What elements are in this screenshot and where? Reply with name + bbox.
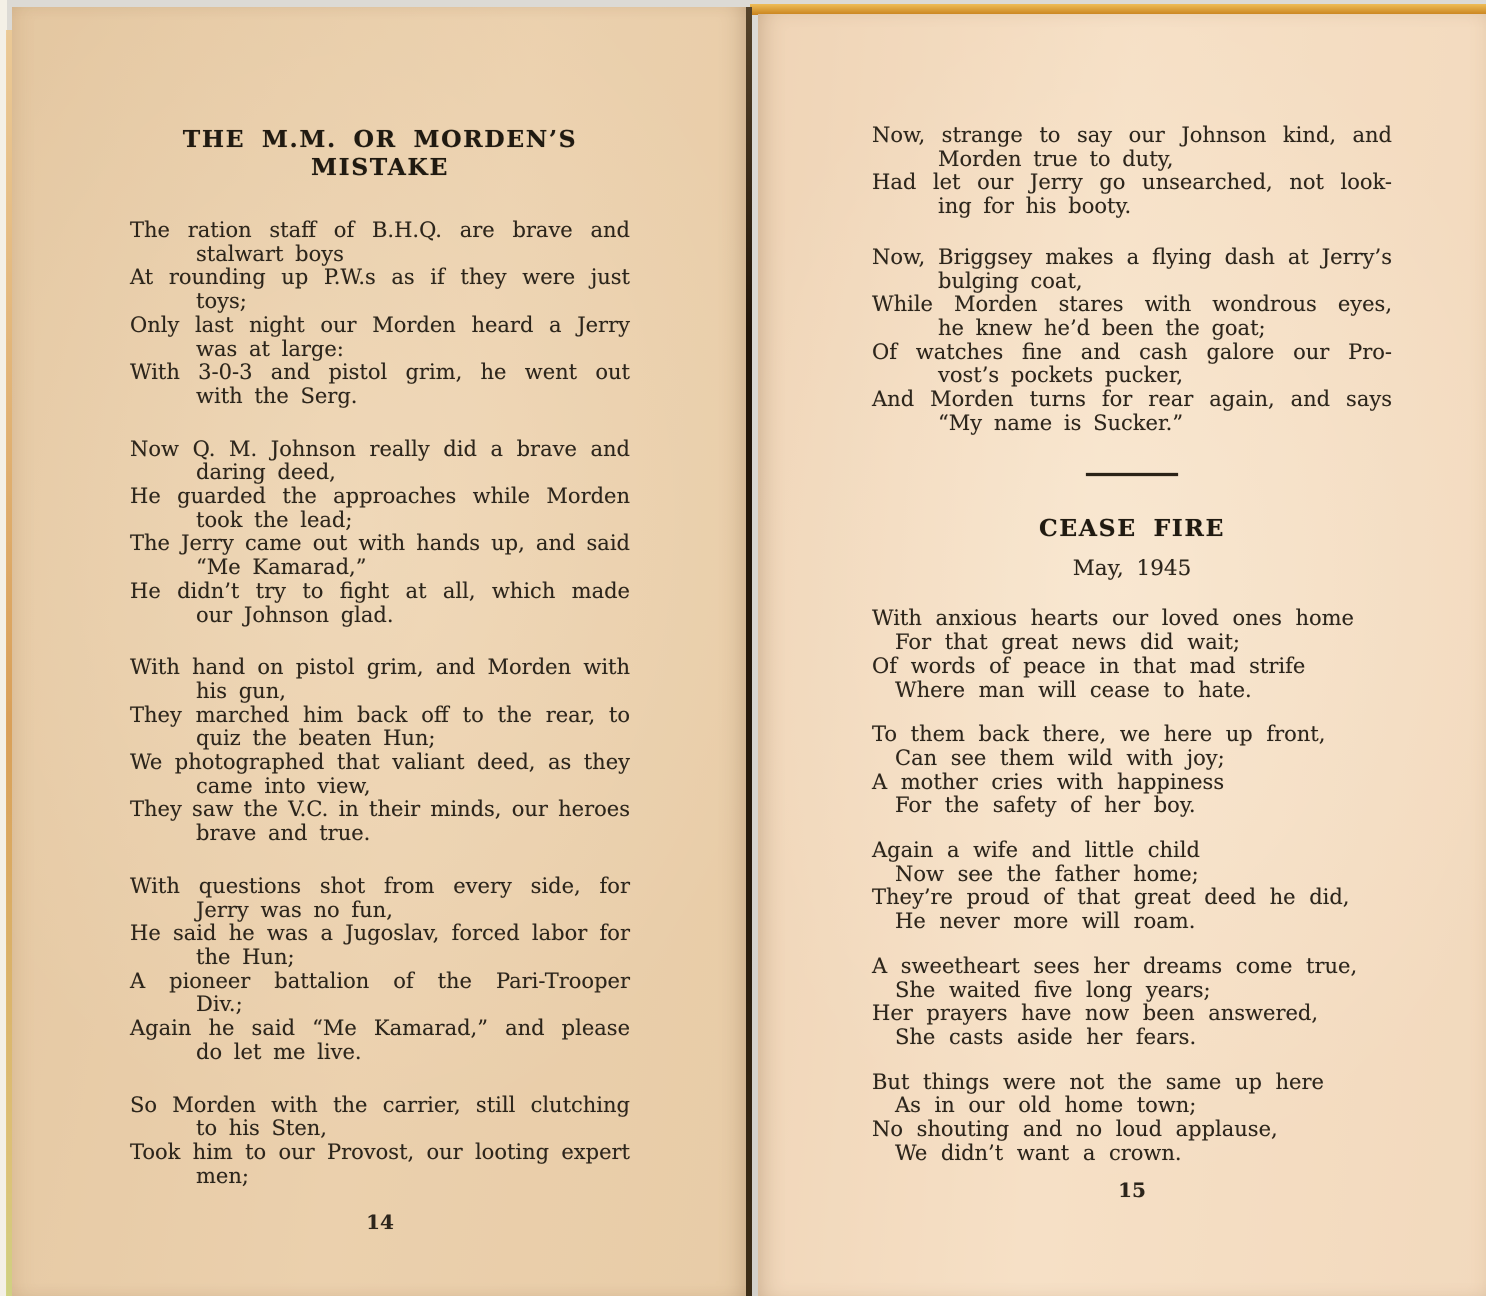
verse-line: was at large:	[196, 336, 344, 361]
verse-line: He didn’t try to fight at all, which made	[130, 578, 630, 603]
verse-line: To them back there, we here up front,	[872, 722, 1326, 747]
verse-line: While Morden stares with wondrous eyes,	[872, 292, 1392, 317]
verse-line: Again a wife and little child	[872, 838, 1200, 863]
verse-line: But things were not the same up here	[872, 1069, 1324, 1094]
verse-line: She casts aside her fears.	[895, 1024, 1197, 1049]
verse-line: Can see them wild with joy;	[895, 745, 1225, 770]
verse-line: And Morden turns for rear again, and says	[872, 387, 1392, 412]
verse-line: Morden true to duty,	[938, 146, 1174, 171]
right-page-body	[872, 14, 1392, 1202]
right-page	[758, 14, 1486, 1296]
verse-line: At rounding up P.W.s as if they were just	[130, 265, 630, 290]
stanza	[130, 1094, 630, 1189]
verse-line: Div.;	[196, 992, 243, 1017]
verse-line: For the safety of her boy.	[895, 793, 1196, 818]
verse-line: quiz the beaten Hun;	[196, 726, 436, 751]
verse-line: With questions shot from every side, for	[130, 873, 630, 898]
verse-line: “My name is Sucker.”	[938, 410, 1184, 435]
verse-line: They’re proud of that great deed he did,	[872, 885, 1350, 910]
stanza	[130, 219, 630, 409]
verse-line: came into view,	[196, 773, 371, 798]
verse-line: the Hun;	[196, 944, 295, 969]
verse-line: A mother cries with happiness	[872, 769, 1225, 794]
verse-line: brave and true.	[196, 821, 371, 846]
verse-line: he knew he’d been the goat;	[938, 315, 1266, 340]
verse-line: do let me live.	[196, 1039, 362, 1064]
poem-title-morden: THE M.M. OR MORDEN’S MISTAKE	[182, 125, 578, 181]
left-page-stanzas	[130, 219, 630, 1188]
cease-fire-stanzas	[872, 607, 1392, 1165]
verse-line: Now Q. M. Johnson really did a brave and	[130, 436, 630, 461]
stanza	[872, 839, 1392, 934]
verse-line: A pioneer battalion of the Pari-Trooper	[130, 968, 630, 993]
poem-continuation-stanzas	[872, 124, 1392, 435]
verse-line: With anxious hearts our loved ones home	[872, 606, 1354, 631]
verse-line: We photographed that valiant deed, as they	[130, 750, 630, 775]
verse-line: For that great news did wait;	[895, 630, 1240, 655]
verse-line: Took him to our Provost, our looting expert	[130, 1139, 630, 1164]
left-page	[12, 7, 747, 1296]
section-divider	[1086, 473, 1178, 476]
verse-line: Where man will cease to hate.	[895, 677, 1252, 702]
stanza	[872, 607, 1392, 702]
poem-subtitle-date: May, 1945	[1072, 556, 1192, 582]
verse-line: She waited five long years;	[895, 977, 1211, 1002]
verse-line: Of watches fine and cash galore our Pro-	[872, 339, 1392, 364]
verse-line: Of words of peace in that mad strife	[872, 653, 1306, 678]
verse-line: bulging coat,	[938, 268, 1083, 293]
stanza	[130, 875, 630, 1065]
verse-line: Jerry was no fun,	[196, 897, 393, 922]
verse-line: So Morden with the carrier, still clutching	[130, 1092, 630, 1117]
left-page-body	[130, 7, 630, 1234]
poem-title-cease-fire: CEASE FIRE	[1038, 514, 1226, 543]
verse-line: Again he said “Me Kamarad,” and please	[130, 1016, 630, 1041]
verse-line: took the lead;	[196, 507, 353, 532]
verse-line: With hand on pistol grim, and Morden with	[130, 655, 630, 680]
verse-line: He guarded the approaches while Morden	[130, 484, 630, 509]
verse-line: Had let our Jerry go unsearched, not look-	[872, 170, 1392, 195]
stanza	[130, 656, 630, 846]
verse-line: stalwart boys	[196, 241, 344, 266]
verse-line: Now see the father home;	[895, 861, 1199, 886]
stanza	[130, 438, 630, 628]
verse-line: daring deed,	[196, 460, 336, 485]
stanza	[872, 955, 1392, 1050]
verse-line: The Jerry came out with hands up, and said	[130, 531, 630, 556]
page-number-right: 15	[1118, 1177, 1146, 1202]
book-spine-gutter	[746, 7, 752, 1296]
verse-line: “Me Kamarad,”	[196, 555, 367, 580]
verse-line: to his Sten,	[196, 1116, 327, 1141]
stanza	[872, 124, 1392, 219]
verse-line: They marched him back off to the rear, to	[130, 702, 630, 727]
verse-line: ing for his booty.	[938, 194, 1132, 219]
stanza	[872, 246, 1392, 436]
verse-line: his gun,	[196, 678, 286, 703]
verse-line: As in our old home town;	[895, 1093, 1197, 1118]
verse-line: We didn’t want a crown.	[895, 1140, 1182, 1165]
verse-line: Now, Briggsey makes a flying dash at Jerry’s	[872, 244, 1392, 269]
verse-line: our Johnson glad.	[196, 602, 394, 627]
stanza	[872, 1071, 1392, 1166]
stanza	[872, 723, 1392, 818]
verse-line: A sweetheart sees her dreams come true,	[872, 953, 1358, 978]
verse-line: toys;	[196, 289, 247, 314]
verse-line: Her prayers have now been answered,	[872, 1001, 1319, 1026]
verse-line: With 3-0-3 and pistol grim, he went out	[130, 360, 630, 385]
verse-line: They saw the V.C. in their minds, our heroes	[130, 797, 630, 822]
verse-line: Now, strange to say our Johnson kind, and	[872, 123, 1392, 147]
verse-line: men;	[196, 1163, 249, 1188]
verse-line: with the Serg.	[196, 383, 358, 408]
page-number-left: 14	[366, 1210, 394, 1235]
verse-line: He said he was a Jugoslav, forced labor for	[130, 921, 630, 946]
verse-line: Only last night our Morden heard a Jerry	[130, 312, 630, 337]
verse-line: The ration staff of B.H.Q. are brave and	[130, 218, 630, 242]
verse-line: He never more will roam.	[895, 909, 1196, 934]
verse-line: vost’s pockets pucker,	[938, 363, 1184, 388]
verse-line: No shouting and no loud applause,	[872, 1117, 1278, 1142]
